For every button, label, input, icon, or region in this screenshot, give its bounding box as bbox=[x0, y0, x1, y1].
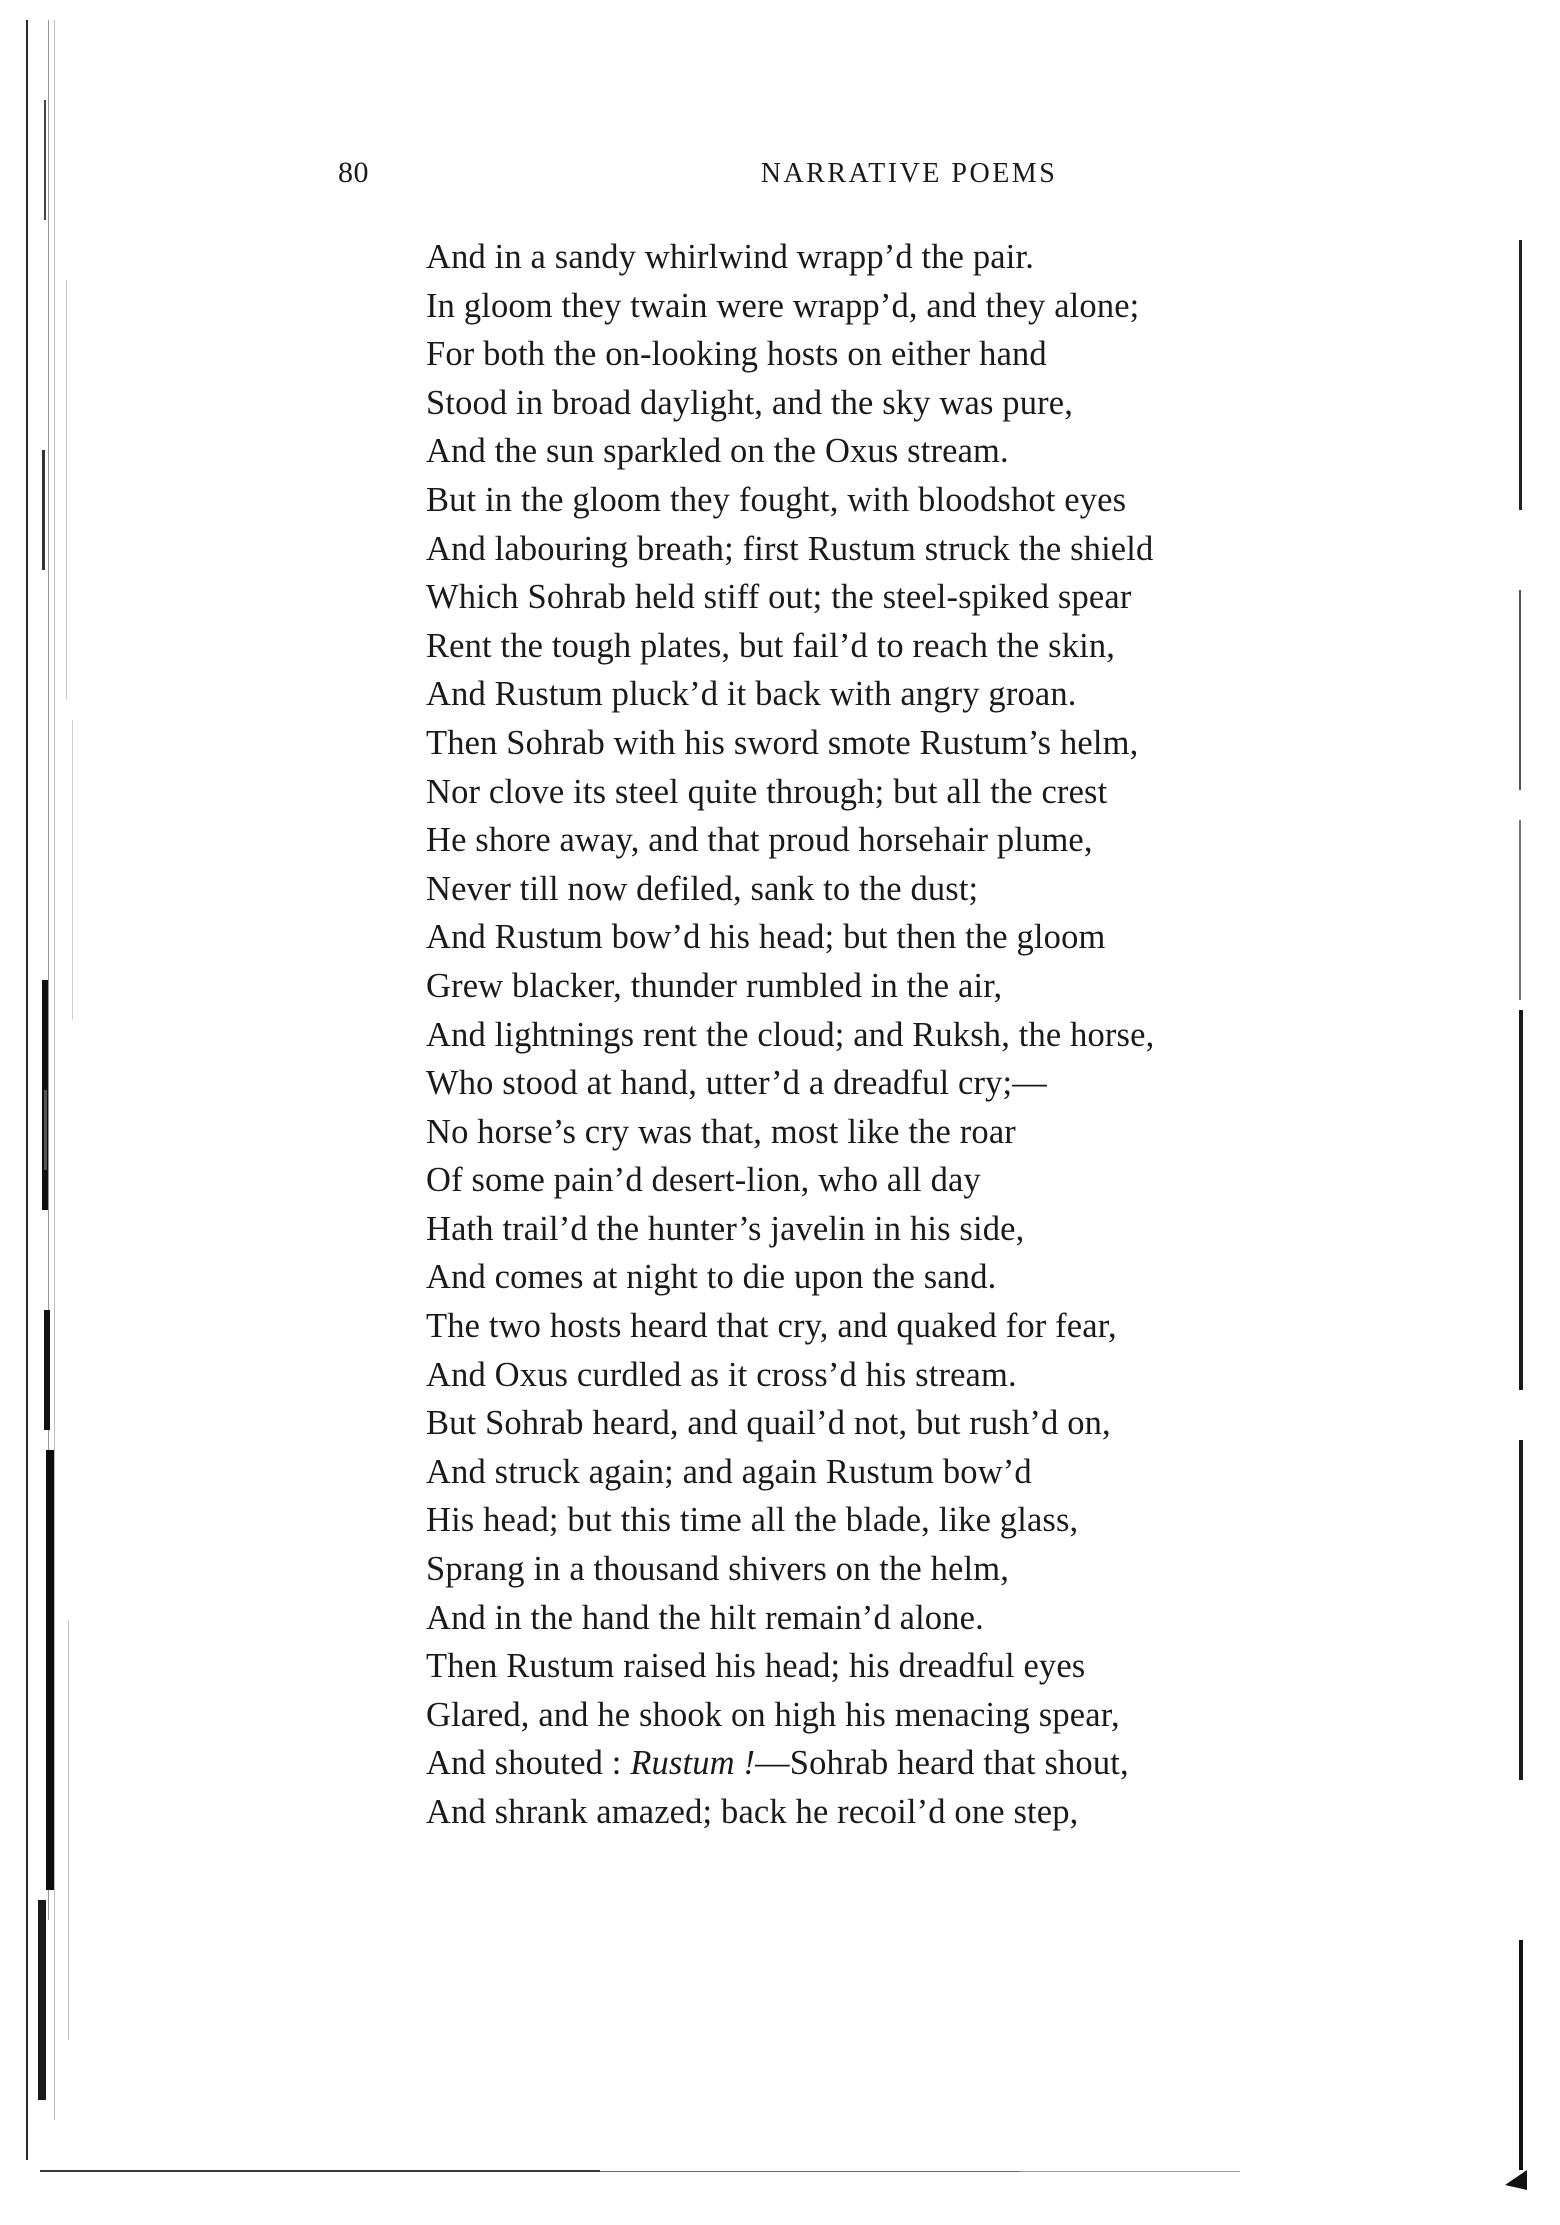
running-head bbox=[330, 156, 1400, 196]
poem-line: And in a sandy whirlwind wrapp’d the pair. bbox=[426, 238, 1035, 276]
poem-line: And in the hand the hilt remain’d alone. bbox=[426, 1598, 984, 1637]
shout-after: —Sohrab heard that shout, bbox=[755, 1744, 1129, 1783]
poem-line: Who stood at hand, utter’d a dreadful cry;— bbox=[426, 1064, 1047, 1103]
poem-line: And Rustum bow’d his head; but then the gloom bbox=[426, 918, 1106, 957]
binding-edge-left bbox=[22, 20, 92, 2180]
poem-line: Never till now defiled, sank to the dust; bbox=[426, 869, 979, 908]
poem-line: And shrank amazed; back he recoil’d one step, bbox=[426, 1793, 1079, 1831]
poem-line: And Rustum pluck’d it back with angry groan. bbox=[426, 675, 1077, 714]
poem-line: Grew blacker, thunder rumbled in the air, bbox=[426, 966, 1003, 1005]
poem-line: For both the on-looking hosts on either hand bbox=[426, 335, 1047, 374]
poem-text bbox=[426, 233, 1456, 1837]
poem-line: But Sohrab heard, and quail’d not, but rush’d on, bbox=[426, 1404, 1111, 1443]
poem-line: Glared, and he shook on high his menacing spear, bbox=[426, 1695, 1120, 1734]
poem-line: The two hosts heard that cry, and quaked for fear, bbox=[426, 1307, 1117, 1346]
poem-line: Stood in broad daylight, and the sky was pure, bbox=[426, 383, 1073, 422]
poem-line: Of some pain’d desert-lion, who all day bbox=[426, 1161, 981, 1200]
binding-edge-right bbox=[1505, 200, 1535, 2190]
poem-line: Hath trail’d the hunter’s javelin in his side, bbox=[426, 1209, 1025, 1248]
poem-line: His head; but this time all the blade, like glass, bbox=[426, 1501, 1079, 1540]
poem-line-shout bbox=[426, 1739, 1456, 1788]
poem-line: And Oxus curdled as it cross’d his stream. bbox=[426, 1355, 1017, 1394]
poem-line: And the sun sparkled on the Oxus stream. bbox=[426, 432, 1009, 471]
page-bottom-edge bbox=[40, 2150, 1520, 2190]
poem-line: Which Sohrab held stiff out; the steel-spiked spear bbox=[426, 578, 1132, 617]
shout-before: And shouted : bbox=[426, 1744, 631, 1783]
poem-line: And struck again; and again Rustum bow’d bbox=[426, 1452, 1032, 1491]
poem-line: He shore away, and that proud horsehair plume, bbox=[426, 821, 1093, 860]
shout-italic: Rustum ! bbox=[630, 1744, 756, 1783]
section-title: NARRATIVE POEMS bbox=[760, 158, 1058, 189]
poem-line: In gloom they twain were wrapp’d, and they alone; bbox=[426, 286, 1140, 325]
poem-line: Rent the tough plates, but fail’d to reach the skin, bbox=[426, 626, 1116, 665]
poem-line: And labouring breath; first Rustum struck the shield bbox=[426, 529, 1154, 568]
poem-line: Nor clove its steel quite through; but all the crest bbox=[426, 772, 1108, 811]
poem-line: Then Rustum raised his head; his dreadful eyes bbox=[426, 1647, 1086, 1686]
poem-line: Sprang in a thousand shivers on the helm, bbox=[426, 1550, 1009, 1589]
page-number: 80 bbox=[338, 156, 369, 189]
poem-line: But in the gloom they fought, with bloodshot eyes bbox=[426, 480, 1127, 519]
poem-line: And lightnings rent the cloud; and Ruksh, the horse, bbox=[426, 1015, 1155, 1054]
poem-line: And comes at night to die upon the sand. bbox=[426, 1258, 997, 1297]
poem-line: No horse’s cry was that, most like the roar bbox=[426, 1112, 1016, 1151]
poem-line: Then Sohrab with his sword smote Rustum’s helm, bbox=[426, 723, 1139, 762]
